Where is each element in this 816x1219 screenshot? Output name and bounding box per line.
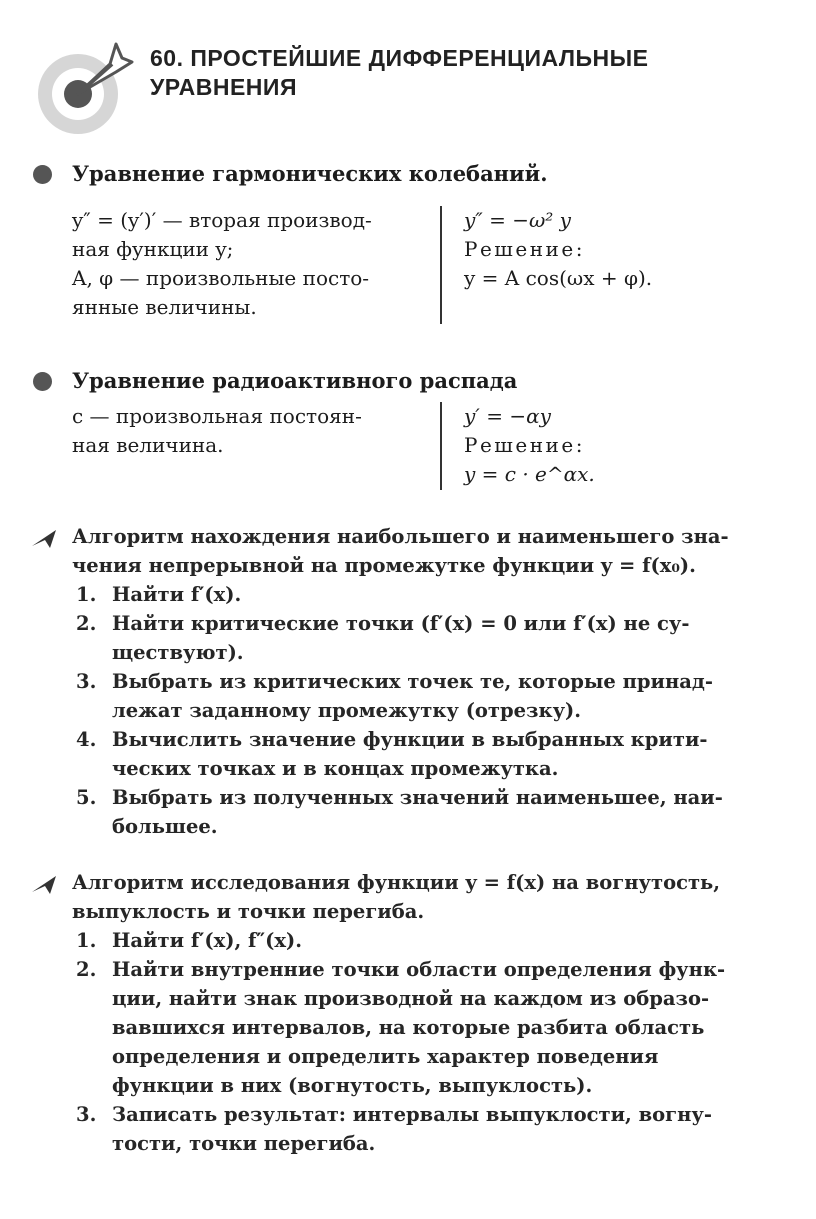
list-item — [72, 783, 723, 841]
step-line: Вычислить значение функции в выбранных крити- — [112, 728, 708, 751]
pointer-arrow-icon — [30, 874, 58, 896]
list-item — [72, 926, 725, 955]
harmonic-def-line: янные величины. — [72, 295, 257, 319]
harmonic-heading: Уравнение гармонических колебаний. — [72, 161, 548, 186]
decay-definitions — [72, 402, 362, 460]
step-line: Выбрать из критических точек те, которые принад- — [112, 670, 713, 693]
list-item — [72, 667, 723, 725]
algo1-intro — [72, 522, 729, 580]
bullet-icon — [33, 372, 52, 391]
step-number: 5. — [76, 786, 97, 809]
target-with-arrow-icon — [32, 38, 136, 136]
step-number: 4. — [76, 728, 97, 751]
step-line: определения и определить характер поведения — [112, 1045, 659, 1068]
harmonic-solution-label: Решение: — [464, 237, 585, 261]
decay-heading: Уравнение радиоактивного распада — [72, 368, 518, 393]
step-line: вавшихся интервалов, на которые разбита область — [112, 1016, 705, 1039]
algo2-intro-line: выпуклость и точки перегиба. — [72, 900, 425, 923]
algo1-intro-line: чения непрерывной на промежутке функции y = f(x₀). — [72, 554, 696, 577]
decay-def-line: ная величина. — [72, 433, 224, 457]
pointer-arrow-icon — [30, 528, 58, 550]
list-item — [72, 1100, 725, 1158]
algo1-steps — [72, 580, 723, 841]
decay-equation: y′ = −αy — [464, 404, 551, 428]
algo1-intro-line: Алгоритм нахождения наибольшего и наименьшего зна- — [72, 525, 729, 548]
harmonic-equation: y″ = −ω² y — [464, 208, 571, 232]
harmonic-equation-block — [464, 206, 652, 293]
step-line: ческих точках и в концах промежутка. — [112, 757, 559, 780]
step-line: Найти f′(x), f″(x). — [112, 929, 303, 952]
step-line: Найти критические точки (f′(x) = 0 или f′(x) не су- — [112, 612, 690, 635]
step-line: тости, точки перегиба. — [112, 1132, 376, 1155]
step-number: 3. — [76, 1103, 97, 1126]
harmonic-def-line: A, φ — произвольные посто- — [72, 266, 370, 290]
harmonic-def-line: ная функции y; — [72, 237, 234, 261]
step-line: ществуют). — [112, 641, 244, 664]
column-divider — [440, 206, 442, 324]
step-line: Записать результат: интервалы выпуклости, вогну- — [112, 1103, 712, 1126]
step-number: 1. — [76, 929, 97, 952]
section-title — [150, 44, 649, 102]
decay-def-line: c — произвольная постоян- — [72, 404, 362, 428]
decay-solution-label: Решение: — [464, 433, 585, 457]
algo2-intro-line: Алгоритм исследования функции y = f(x) на вогнутость, — [72, 871, 721, 894]
section-title-line-1: 60. ПРОСТЕЙШИЕ ДИФФЕРЕНЦИАЛЬНЫЕ — [150, 45, 649, 71]
step-number: 1. — [76, 583, 97, 606]
list-item — [72, 609, 723, 667]
column-divider — [440, 402, 442, 490]
step-line: большее. — [112, 815, 218, 838]
step-line: ции, найти знак производной на каждом из образо- — [112, 987, 710, 1010]
decay-solution: y = c · e^αx. — [464, 462, 595, 486]
section-title-line-2: УРАВНЕНИЯ — [150, 74, 297, 100]
decay-equation-block — [464, 402, 595, 489]
step-number: 3. — [76, 670, 97, 693]
step-number: 2. — [76, 612, 97, 635]
harmonic-def-line: y″ = (y′)′ — вторая производ- — [72, 208, 372, 232]
step-line: функции в них (вогнутость, выпуклость). — [112, 1074, 593, 1097]
step-line: Найти f′(x). — [112, 583, 242, 606]
step-number: 2. — [76, 958, 97, 981]
list-item — [72, 725, 723, 783]
step-line: Выбрать из полученных значений наименьшее, наи- — [112, 786, 723, 809]
list-item — [72, 955, 725, 1100]
list-item — [72, 580, 723, 609]
bullet-icon — [33, 165, 52, 184]
algo2-steps — [72, 926, 725, 1158]
algo2-intro — [72, 868, 720, 926]
step-line: лежат заданному промежутку (отрезку). — [112, 699, 582, 722]
harmonic-definitions — [72, 206, 372, 322]
harmonic-solution: y = A cos(ωx + φ). — [464, 266, 653, 290]
step-line: Найти внутренние точки области определения функ- — [112, 958, 726, 981]
